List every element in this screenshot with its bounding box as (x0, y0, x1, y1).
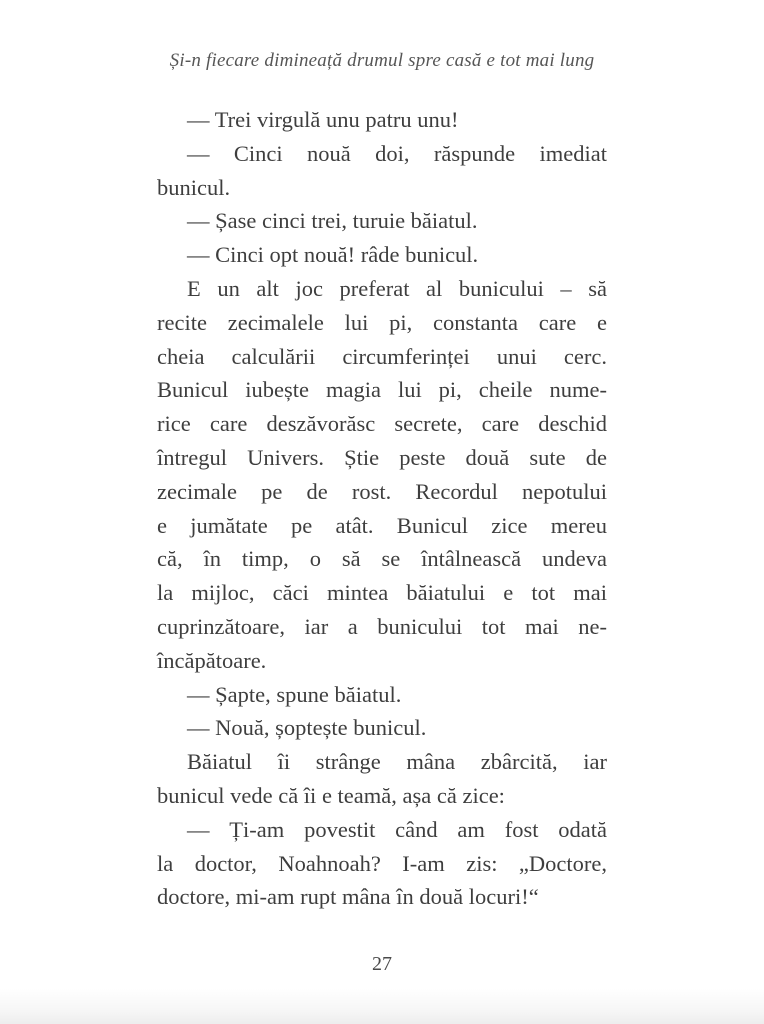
text-line: — Ți-am povestit când am fost odată (187, 816, 607, 842)
text-line: — Nouă, șoptește bunicul. (187, 715, 427, 741)
text-line: cheia calculării circumferinței unui cerc. (157, 343, 607, 369)
text-line: e jumătate pe atât. Bunicul zice mereu (157, 512, 607, 538)
text-line: încăpătoare. (157, 647, 267, 673)
page-edge-shadow (0, 988, 764, 1024)
text-line: recite zecimalele lui pi, constanta care e (157, 309, 607, 335)
text-line: doctore, mi-am rupt mâna în două locuri!“ (157, 884, 539, 910)
text-line: Bunicul iubește magia lui pi, cheile nume- (157, 377, 607, 403)
text-line: la mijloc, căci mintea băiatului e tot mai (157, 580, 607, 606)
text-line: — Șase cinci trei, turuie băiatul. (187, 208, 478, 234)
text-line: rice care deszăvorăsc secrete, care deschid (157, 411, 607, 437)
text-line: — Cinci opt nouă! râde bunicul. (187, 242, 479, 268)
text-line: bunicul. (157, 174, 231, 200)
text-line: la doctor, Noahnoah? I-am zis: „Doctore, (157, 850, 607, 876)
text-line: zecimale pe de rost. Recordul nepotului (157, 478, 607, 504)
running-header: Și-n fiecare dimineață drumul spre casă e tot mai lung (169, 50, 595, 71)
text-line: E un alt joc preferat al bunicului – să (187, 275, 607, 301)
page-number: 27 (372, 953, 392, 975)
text-line: — Trei virgulă unu patru unu! (187, 107, 459, 132)
text-line: cuprinzătoare, iar a bunicului tot mai ne- (157, 613, 607, 639)
text-block (157, 103, 607, 914)
text-line: întregul Univers. Știe peste două sute de (157, 444, 607, 470)
text-line: — Șapte, spune băiatul. (187, 681, 402, 707)
text-line: că, în timp, o să se întâlnească undeva (157, 546, 607, 572)
text-line: — Cinci nouă doi, răspunde imediat (187, 140, 607, 166)
text-line: bunicul vede că îi e teamă, așa că zice: (157, 782, 505, 808)
text-line: Băiatul îi strânge mâna zbârcită, iar (187, 749, 607, 775)
